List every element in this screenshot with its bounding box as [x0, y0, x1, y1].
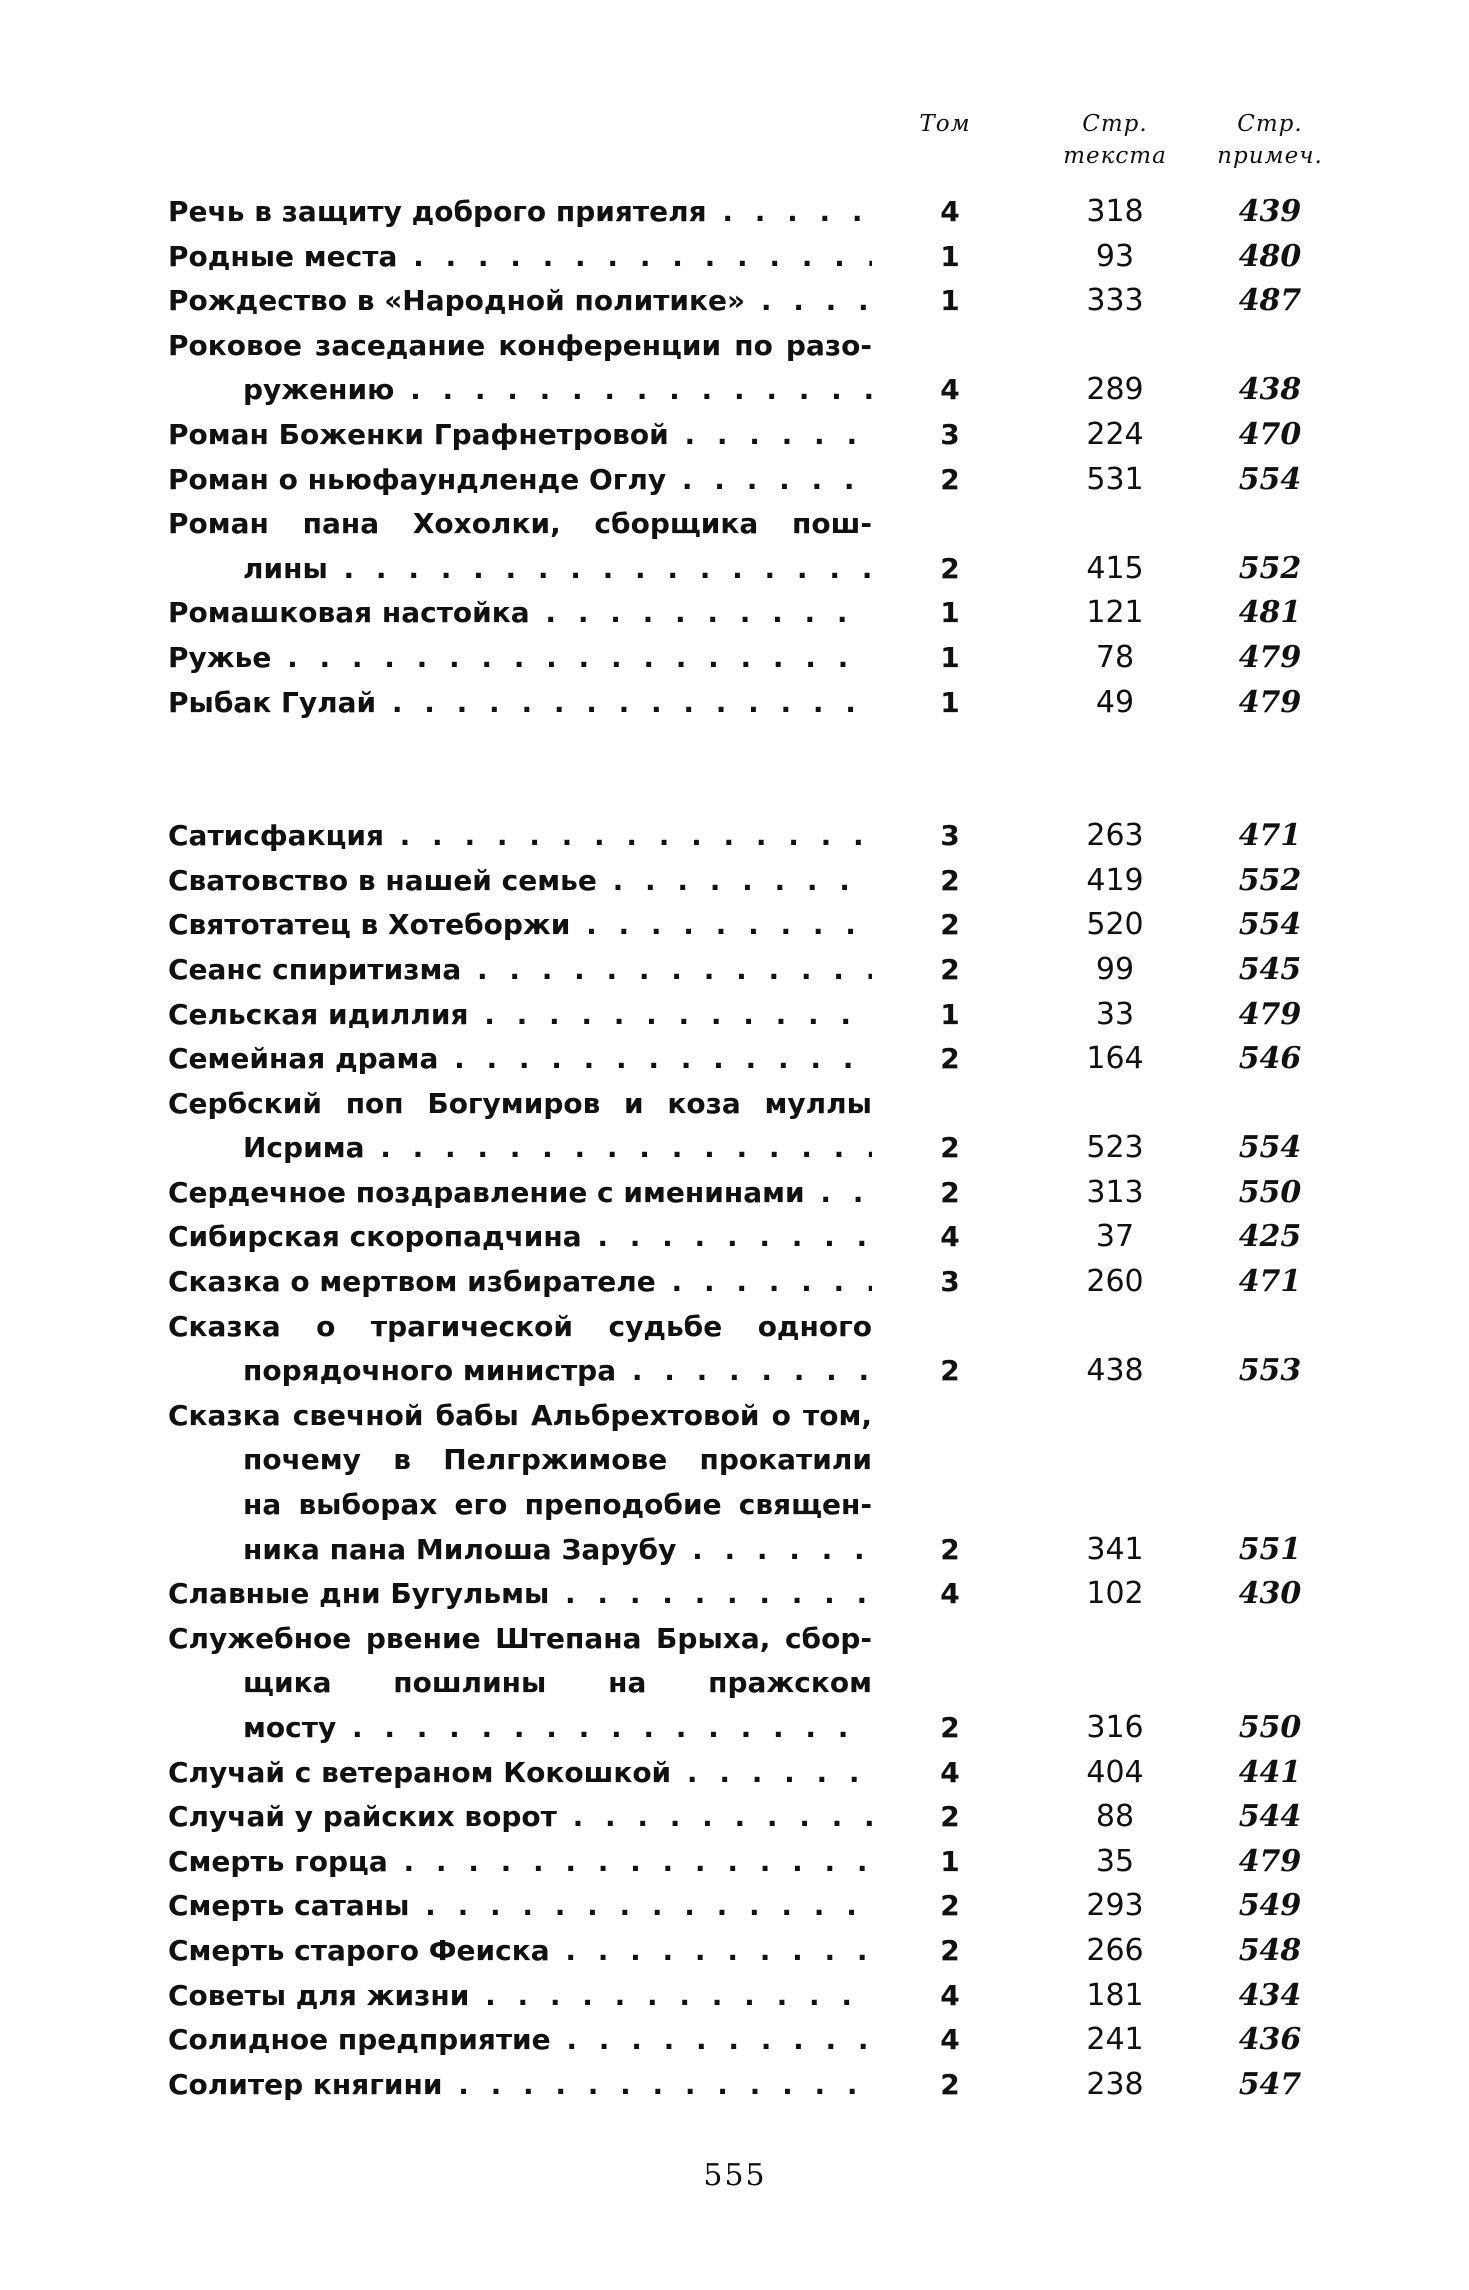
entry-text-page: 289 — [1086, 372, 1144, 408]
entry-title: Сельская идиллия . . . — [168, 993, 872, 1038]
entry-title: Семейная драма . . . — [168, 1037, 872, 1082]
entry-title: Сказка о трагической судьбе одного — [168, 1309, 872, 1343]
entry-notes-page: 479 — [1238, 639, 1302, 675]
entry-title: Роман Боженки Графнетровой . . . — [168, 413, 872, 458]
entry-volume: 1 — [940, 1844, 960, 1878]
entry-volume: 2 — [940, 1131, 960, 1165]
entry-title: Сибирская скоропадчина . . . — [168, 1215, 872, 1260]
entry-text-page: 33 — [1095, 996, 1135, 1032]
entry-title: Сказка о мертвом избирателе . . . — [168, 1260, 872, 1305]
entry-title: Рождество в «Народной политике» . . . — [168, 279, 872, 324]
index-entry — [0, 993, 1469, 1038]
entry-text-page: 419 — [1086, 862, 1144, 898]
index-entry — [0, 413, 1469, 458]
entry-volume: 2 — [940, 1933, 960, 1967]
entry-text-page: 404 — [1086, 1754, 1144, 1790]
entry-title: Роковое заседание конференции по разо- — [168, 328, 872, 362]
index-entry — [0, 547, 1469, 592]
page-number: 555 — [703, 2158, 767, 2193]
entry-title: на выборах его преподобие священ- — [243, 1488, 872, 1522]
index-entry-continuation — [0, 502, 1469, 547]
entry-volume: 3 — [940, 417, 960, 451]
index-entry — [0, 1795, 1469, 1840]
entry-notes-page: 554 — [1238, 907, 1302, 943]
entry-notes-page: 553 — [1238, 1353, 1302, 1389]
entry-notes-page: 434 — [1238, 1977, 1302, 2013]
entry-notes-page: 546 — [1238, 1041, 1302, 1077]
entry-title: Родные места . . . — [168, 235, 872, 280]
index-entry — [0, 235, 1469, 280]
entry-title: мосту . . . — [243, 1706, 872, 1751]
index-entry — [0, 903, 1469, 948]
entry-notes-page: 554 — [1238, 461, 1302, 497]
entry-volume: 2 — [940, 1042, 960, 1076]
entry-title: почему в Пелгржимове прокатили — [243, 1443, 872, 1477]
entry-title: Сеанс спиритизма . . . — [168, 948, 872, 993]
entry-volume: 4 — [940, 1577, 960, 1611]
index-entry-continuation — [0, 1617, 1469, 1662]
entry-title: Сватовство в нашей семье . . . — [168, 859, 872, 904]
entry-text-page: 260 — [1086, 1264, 1144, 1300]
index-entry — [0, 368, 1469, 413]
entry-text-page: 102 — [1086, 1576, 1144, 1612]
index-entry — [0, 458, 1469, 503]
entry-notes-page: 438 — [1238, 372, 1302, 408]
entry-title: Случай с ветераном Кокошкой . . . — [168, 1751, 872, 1796]
index-entry — [0, 681, 1469, 726]
entry-notes-page: 547 — [1238, 2066, 1302, 2102]
entry-text-page: 341 — [1086, 1531, 1144, 1567]
entry-title: Советы для жизни . . . — [168, 1974, 872, 2019]
index-entry — [0, 190, 1469, 235]
index-entry — [0, 1171, 1469, 1216]
entry-title: Сербский поп Богумиров и коза муллы — [168, 1086, 872, 1120]
entry-title: щика пошлины на пражском — [243, 1666, 872, 1700]
entry-notes-page: 487 — [1238, 283, 1302, 319]
index-entry — [0, 1528, 1469, 1573]
entry-title: Сатисфакция . . . — [168, 814, 872, 859]
entry-title: Сердечное поздравление с именинами . . . — [168, 1171, 872, 1216]
index-entry — [0, 1929, 1469, 1974]
entry-text-page: 238 — [1086, 2066, 1144, 2102]
entry-volume: 1 — [940, 239, 960, 273]
entry-volume: 4 — [940, 1220, 960, 1254]
entry-notes-page: 551 — [1238, 1531, 1302, 1567]
column-header-volume: Том — [919, 111, 971, 137]
index-entry — [0, 591, 1469, 636]
entry-notes-page: 480 — [1238, 238, 1302, 274]
entry-text-page: 241 — [1086, 2022, 1144, 2058]
entry-volume: 2 — [940, 2067, 960, 2101]
index-entry — [0, 1572, 1469, 1617]
entry-text-page: 49 — [1095, 684, 1135, 720]
index-table — [0, 190, 1469, 2107]
entry-title: Рыбак Гулай . . . — [168, 681, 872, 726]
index-entry — [0, 859, 1469, 904]
index-entry — [0, 1840, 1469, 1885]
index-entry-continuation — [0, 1661, 1469, 1706]
entry-notes-page: 479 — [1238, 1843, 1302, 1879]
index-entry-continuation — [0, 324, 1469, 369]
entry-volume: 2 — [940, 1354, 960, 1388]
index-entry — [0, 1349, 1469, 1394]
index-entry — [0, 1037, 1469, 1082]
entry-title: Служебное рвение Штепана Брыха, сбор- — [168, 1621, 872, 1655]
entry-notes-page: 549 — [1238, 1888, 1302, 1924]
entry-text-page: 316 — [1086, 1710, 1144, 1745]
entry-volume: 2 — [940, 1532, 960, 1566]
entry-text-page: 181 — [1086, 1977, 1144, 2013]
entry-text-page: 266 — [1086, 1932, 1144, 1968]
entry-text-page: 531 — [1086, 461, 1144, 497]
entry-volume: 2 — [940, 551, 960, 585]
entry-notes-page: 554 — [1238, 1130, 1302, 1166]
index-entry — [0, 1215, 1469, 1260]
index-entry — [0, 1884, 1469, 1929]
entry-title: Смерть сатаны . . . — [168, 1884, 872, 1929]
entry-text-page: 93 — [1095, 238, 1135, 274]
entry-notes-page: 479 — [1238, 684, 1302, 720]
entry-text-page: 520 — [1086, 907, 1144, 943]
entry-volume: 2 — [940, 952, 960, 986]
entry-title: Сказка свечной бабы Альбрехтовой о том, — [168, 1398, 872, 1432]
index-entry-continuation — [0, 1438, 1469, 1483]
entry-text-page: 37 — [1095, 1219, 1135, 1255]
entry-notes-page: 439 — [1238, 194, 1302, 229]
index-entry-continuation — [0, 1082, 1469, 1127]
entry-notes-page: 471 — [1238, 818, 1302, 854]
index-entry — [0, 1126, 1469, 1171]
entry-volume: 3 — [940, 819, 960, 853]
section-gap — [0, 725, 1469, 814]
entry-text-page: 313 — [1086, 1174, 1144, 1210]
entry-title: Ружье . . . — [168, 636, 872, 681]
entry-volume: 2 — [940, 1711, 960, 1744]
entry-volume: 1 — [940, 640, 960, 674]
entry-volume: 2 — [940, 462, 960, 496]
entry-notes-page: 544 — [1238, 1799, 1302, 1835]
entry-notes-page: 545 — [1238, 951, 1302, 987]
column-header-notes-page: Стр. примеч. — [1217, 111, 1323, 169]
entry-notes-page: 441 — [1238, 1754, 1302, 1790]
entry-volume: 1 — [940, 284, 960, 318]
entry-notes-page: 479 — [1238, 996, 1302, 1032]
index-entry — [0, 2063, 1469, 2108]
entry-notes-page: 552 — [1238, 862, 1302, 898]
entry-notes-page: 548 — [1238, 1932, 1302, 1968]
index-entry-continuation — [0, 1394, 1469, 1439]
entry-title: Солитер княгини . . . — [168, 2063, 872, 2108]
entry-text-page: 318 — [1086, 194, 1144, 229]
entry-volume: 2 — [940, 1800, 960, 1834]
entry-text-page: 438 — [1086, 1353, 1144, 1389]
entry-title: порядочного министра . . . — [243, 1349, 872, 1394]
index-entry — [0, 1260, 1469, 1305]
index-entry — [0, 948, 1469, 993]
entry-volume: 4 — [940, 2023, 960, 2057]
entry-title: Святотатец в Хотеборжи . . . — [168, 903, 872, 948]
entry-title: Исрима . . . — [243, 1126, 872, 1171]
entry-notes-page: 470 — [1238, 416, 1302, 452]
entry-volume: 2 — [940, 863, 960, 897]
entry-text-page: 164 — [1086, 1041, 1144, 1077]
index-entry — [0, 636, 1469, 681]
entry-notes-page: 436 — [1238, 2022, 1302, 2058]
index-entry — [0, 1751, 1469, 1796]
entry-text-page: 293 — [1086, 1888, 1144, 1924]
entry-text-page: 78 — [1095, 639, 1135, 675]
entry-notes-page: 471 — [1238, 1264, 1302, 1300]
entry-volume: 2 — [940, 908, 960, 942]
entry-notes-page: 552 — [1238, 550, 1302, 586]
index-entry — [0, 2018, 1469, 2063]
entry-text-page: 333 — [1086, 283, 1144, 319]
index-entry-continuation — [0, 1305, 1469, 1350]
entry-title: Роман пана Хохолки, сборщика пош- — [168, 507, 872, 541]
index-entry — [0, 814, 1469, 859]
entry-text-page: 35 — [1095, 1843, 1135, 1879]
entry-title: лины . . . — [243, 547, 872, 592]
entry-text-page: 523 — [1086, 1130, 1144, 1166]
entry-title: Случай у райских ворот . . . — [168, 1795, 872, 1840]
index-entry — [0, 1974, 1469, 2019]
entry-title: Солидное предприятие . . . — [168, 2018, 872, 2063]
entry-title: Роман о ньюфаундленде Оглу . . . — [168, 458, 872, 503]
index-entry — [0, 279, 1469, 324]
entry-title: Ромашковая настойка . . . — [168, 591, 872, 636]
entry-volume: 4 — [940, 1978, 960, 2012]
entry-notes-page: 550 — [1238, 1174, 1302, 1210]
entry-volume: 4 — [940, 1755, 960, 1789]
entry-volume: 3 — [940, 1265, 960, 1299]
entry-text-page: 99 — [1095, 951, 1135, 987]
entry-volume: 2 — [940, 1175, 960, 1209]
entry-text-page: 263 — [1086, 818, 1144, 854]
entry-volume: 4 — [940, 195, 960, 228]
entry-volume: 4 — [940, 373, 960, 407]
entry-notes-page: 425 — [1238, 1219, 1302, 1255]
entry-text-page: 415 — [1086, 550, 1144, 586]
entry-volume: 2 — [940, 1889, 960, 1923]
entry-notes-page: 550 — [1238, 1710, 1302, 1745]
entry-title: Речь в защиту доброго приятеля . . . — [168, 190, 872, 235]
column-header-text-page: Стр. текста — [1063, 111, 1167, 169]
entry-volume: 1 — [940, 997, 960, 1031]
entry-volume: 1 — [940, 596, 960, 630]
entry-title: Славные дни Бугульмы . . . — [168, 1572, 872, 1617]
entry-text-page: 88 — [1095, 1799, 1135, 1835]
entry-title: Смерть горца . . . — [168, 1840, 872, 1885]
entry-notes-page: 481 — [1238, 595, 1302, 631]
entry-text-page: 121 — [1086, 595, 1144, 631]
entry-title: ника пана Милоша Зарубу . . . — [243, 1528, 872, 1573]
entry-volume: 1 — [940, 685, 960, 719]
index-entry-continuation — [0, 1483, 1469, 1528]
entry-title: ружению . . . — [243, 368, 872, 413]
entry-text-page: 224 — [1086, 416, 1144, 452]
index-entry — [0, 1706, 1469, 1751]
entry-title: Смерть старого Феиска . . . — [168, 1929, 872, 1974]
entry-notes-page: 430 — [1238, 1576, 1302, 1612]
